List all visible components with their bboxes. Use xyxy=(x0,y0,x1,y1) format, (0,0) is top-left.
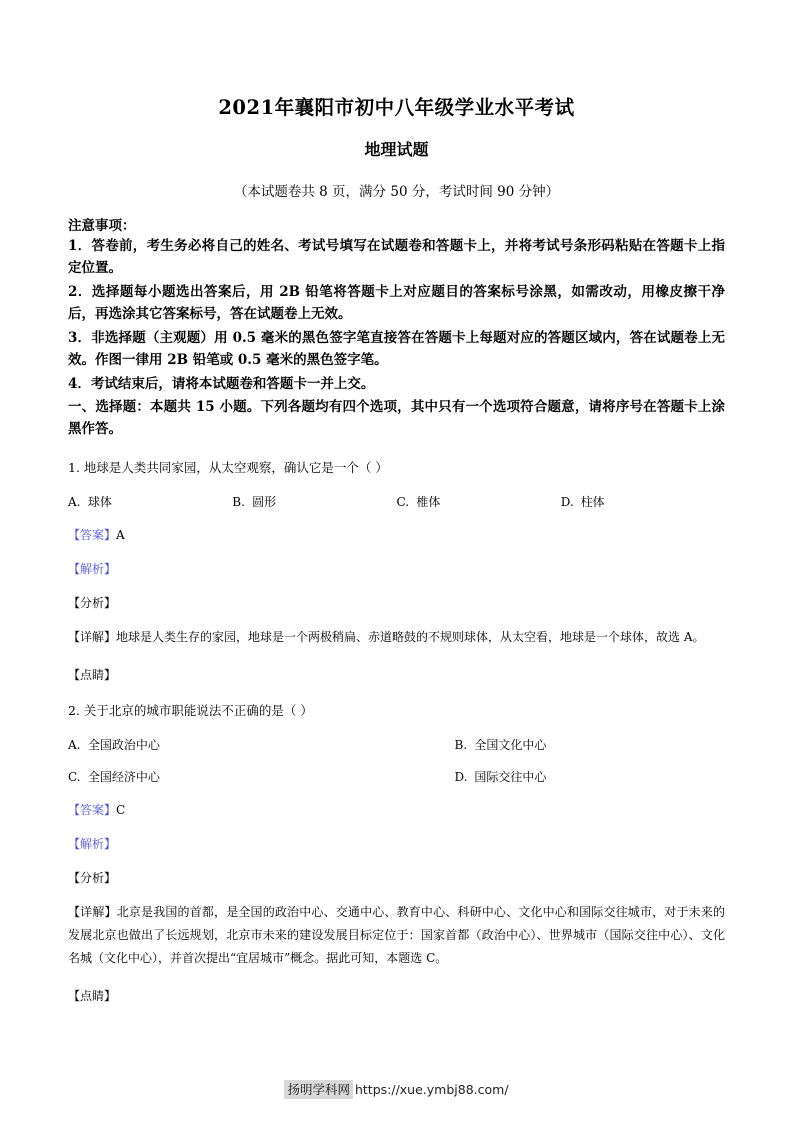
answer-value: C xyxy=(116,802,126,817)
option-text: 柱体 xyxy=(580,495,605,510)
option-letter: D. xyxy=(560,495,574,510)
option-letter: A. xyxy=(68,495,81,510)
option-c[interactable] xyxy=(397,493,561,510)
options-row xyxy=(68,493,725,510)
notice-heading: 注意事项： xyxy=(68,218,136,235)
analysis-tag: 【解析】 xyxy=(68,836,117,851)
detail-label: 【详解】 xyxy=(68,904,117,919)
option-letter: D. xyxy=(454,769,468,784)
answer-value: A xyxy=(116,528,125,543)
detail-text: 地球是人类生存的家园，地球是一个两极稍扁、赤道略鼓的不规则球体，从太空看，地球是一个球体，故选 A。 xyxy=(116,630,705,645)
page-subtitle: 地理试题 xyxy=(364,140,429,160)
detail-body xyxy=(68,626,725,649)
analysis-label: 【分析】 xyxy=(68,870,117,885)
highlight-label: 【点睛】 xyxy=(68,988,117,1003)
option-text: 全国经济中心 xyxy=(87,769,160,784)
answer-label: 【答案】 xyxy=(68,802,117,817)
option-a[interactable] xyxy=(68,736,397,753)
analysis-tag: 【解析】 xyxy=(68,562,117,577)
answer-line xyxy=(68,526,725,544)
option-text: 全国文化中心 xyxy=(474,737,547,752)
title-block xyxy=(68,0,725,200)
footer-watermark xyxy=(0,1080,793,1098)
option-text: 球体 xyxy=(87,495,112,510)
option-b[interactable] xyxy=(232,493,396,510)
highlight-label: 【点睛】 xyxy=(68,667,117,682)
answer-line xyxy=(68,801,725,819)
option-a[interactable] xyxy=(68,493,232,510)
detail-body xyxy=(68,901,725,971)
question-stem: 1. 地球是人类共同家园，从太空观察，确认它是一个（ ） xyxy=(68,460,388,476)
question-stem: 2. 关于北京的城市职能说法不正确的是（ ） xyxy=(68,702,313,718)
section-heading: 一、选择题：本题共 15 小题。下列各题均有四个选项，其中只有一个选项符合题意，请将序号在答题卡上涂黑作答。 xyxy=(68,399,725,438)
option-text: 圆形 xyxy=(252,495,277,510)
footer-site-name: 扬明学科网 xyxy=(284,1080,353,1099)
option-letter: B. xyxy=(454,737,468,752)
option-letter: B. xyxy=(232,495,245,510)
detail-label: 【详解】 xyxy=(68,630,117,645)
notice-item: 4．考试结束后，请将本试题卷和答题卡一并上交。 xyxy=(68,375,375,392)
options-row xyxy=(68,736,725,753)
analysis-label: 【分析】 xyxy=(68,596,117,611)
exam-meta: （本试题卷共 8 页，满分 50 分，考试时间 90 分钟） xyxy=(233,184,560,201)
option-text: 全国政治中心 xyxy=(87,737,160,752)
page-title: 2021年襄阳市初中八年级学业水平考试 xyxy=(218,96,575,119)
option-letter: A. xyxy=(68,737,81,752)
detail-text: 北京是我国的首都，是全国的政治中心、交通中心、教育中心、科研中心、文化中心和国际交往城市，对于未来的发展北京也做出了长远规划，北京市未来的建设发展目标定位于：国家首都（政治中心）、世界城市（国际交往中心）、文化名城（文化中心），并首次提出“宜居城市”概念。据此可知，本题选 C。 xyxy=(68,904,725,966)
answer-label: 【答案】 xyxy=(68,528,117,543)
options-row xyxy=(68,768,725,785)
notice-item: 3．非选择题（主观题）用 0.5 毫米的黑色签字笔直接答在答题卡上每题对应的答题区域内，答在试题卷上无效。作图一律用 2B 铅笔或 0.5 毫米的黑色签字笔。 xyxy=(68,329,725,368)
option-text: 国际交往中心 xyxy=(474,769,547,784)
option-d[interactable] xyxy=(561,493,725,510)
option-text: 椎体 xyxy=(416,495,441,510)
option-letter: C. xyxy=(68,769,81,784)
option-b[interactable] xyxy=(397,736,726,753)
notice-item: 1．答卷前，考生务必将自己的姓名、考试号填写在试题卷和答题卡上，并将考试号条形码粘贴在答题卡上指定位置。 xyxy=(68,238,725,277)
option-letter: C. xyxy=(396,495,410,510)
footer-site-url[interactable]: https://xue.ymbj88.com/ xyxy=(354,1082,509,1097)
option-d[interactable] xyxy=(397,768,726,785)
option-c[interactable] xyxy=(68,768,397,785)
notice-item: 2．选择题每小题选出答案后，用 2B 铅笔将答题卡上对应题目的答案标号涂黑，如需改动，用橡皮擦干净后，再选涂其它答案标号，答在试题卷上无效。 xyxy=(68,284,725,322)
